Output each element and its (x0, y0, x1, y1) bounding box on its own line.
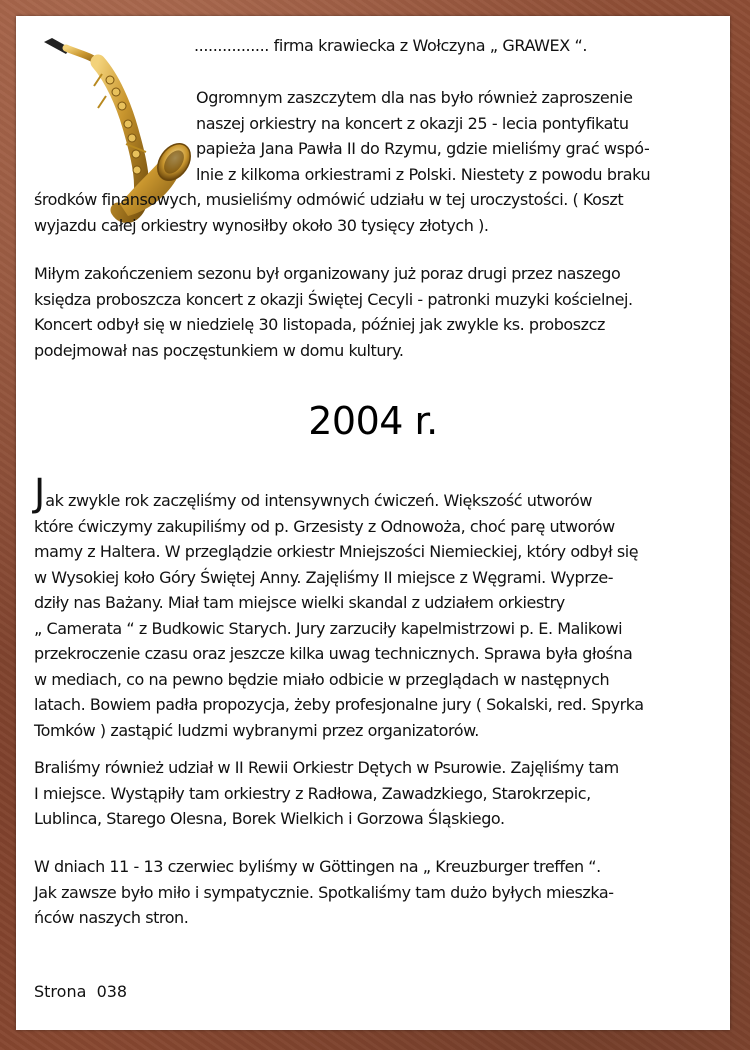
text-line: dziły nas Bażany. Miał tam miejsce wielki skandal z udziałem orkiestry (34, 593, 565, 612)
text-line: przekroczenie czasu oraz jeszcze kilka uwag technicznych. Sprawa była głośna (34, 644, 633, 663)
text-line: Tomków ) zastąpić ludzmi wybranymi przez organizatorów. (34, 720, 479, 740)
text-line: w mediach, co na pewno będzie miało odbicie w przeglądach w następnych (34, 669, 610, 689)
text-line: papieża Jana Pawła II do Rzymu, gdzie mieliśmy grać wspó- (196, 139, 650, 158)
text-line: ńców naszych stron. (34, 908, 189, 927)
text-line: „ Camerata “ z Budkowic Starych. Jury zarzuciły kapelmistrzowi p. E. Malikowi (34, 618, 623, 638)
drop-cap-letter: J (34, 471, 46, 515)
text-line: Koncert odbył się w niedzielę 30 listopada, później jak zwykle ks. proboszcz (34, 315, 605, 334)
text-line: Ogromnym zaszczytem dla nas było również zaproszenie (196, 88, 633, 107)
text-line: które ćwiczymy zakupiliśmy od p. Grzesisty z Odnowoża, choć parę utworów (34, 516, 615, 536)
intro-header-line: ................ firma krawiecka z Wołczyna „ GRAWEX “. (194, 36, 588, 55)
text-line: I miejsce. Wystąpiły tam orkiestry z Radłowa, Zawadzkiego, Starokrzepic, (34, 783, 591, 803)
gottingen-paragraph (34, 854, 724, 931)
season-ending-paragraph (34, 261, 724, 363)
section-2004-paragraph (34, 471, 724, 743)
text-line: lnie z kilkoma orkiestrami z Polski. Niestety z powodu braku (196, 164, 651, 184)
text-line: Lublinca, Starego Olesna, Borek Wielkich i Gorzowa Śląskiego. (34, 809, 505, 828)
first-line-text: ak zwykle rok zaczęliśmy od intensywnych ćwiczeń. Większość utworów (45, 491, 593, 510)
text-line: Braliśmy również udział w II Rewii Orkiestr Dętych w Psurowie. Zajęliśmy tam (34, 758, 619, 777)
text-line: naszej orkiestry na koncert z okazji 25 - lecia pontyfikatu (196, 113, 629, 133)
text-line: w Wysokiej koło Góry Świętej Anny. Zajęliśmy II miejsce z Węgrami. Wyprze- (34, 567, 614, 587)
intro-paragraph (196, 85, 716, 187)
intro-paragraph-continued (34, 187, 724, 238)
text-line: księdza proboszcza koncert z okazji Świętej Cecyli - patronki muzyki kościelnej. (34, 289, 633, 309)
document-page (16, 16, 730, 1030)
first-line (34, 471, 724, 515)
text-line: środków finansowych, musieliśmy odmówić udziału w tej uroczystości. ( Koszt (34, 190, 624, 209)
text-line: podejmował nas poczęstunkiem w domu kultury. (34, 340, 404, 360)
text-line: latach. Bowiem padła propozycja, żeby profesjonalne jury ( Sokalski, red. Spyrka (34, 695, 644, 714)
year-heading: 2004 r. (308, 399, 438, 443)
page-number: Strona 038 (34, 982, 128, 1001)
text-line: wyjazdu całej orkiestry wynosiłby około 30 tysięcy złotych ). (34, 215, 489, 235)
text-line: Miłym zakończeniem sezonu był organizowany już poraz drugi przez naszego (34, 264, 621, 283)
text-line: mamy z Haltera. W przeglądzie orkiestr Mniejszości Niemieckiej, który odbył się (34, 542, 639, 561)
text-line: W dniach 11 - 13 czerwiec byliśmy w Göttingen na „ Kreuzburger treffen “. (34, 857, 601, 876)
psurow-paragraph (34, 755, 724, 832)
text-line: Jak zawsze było miło i sympatycznie. Spotkaliśmy tam dużo byłych mieszka- (34, 882, 614, 902)
